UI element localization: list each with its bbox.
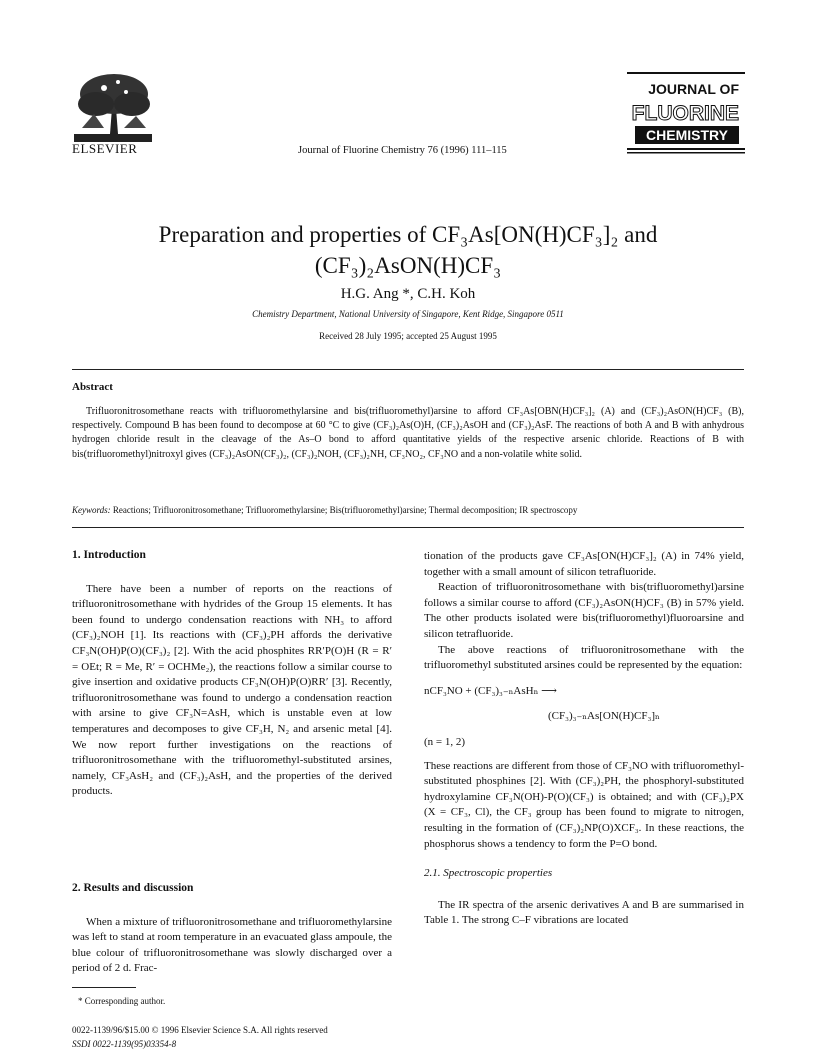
abstract-text: Trifluoronitrosomethane reacts with trifluoromethylarsine and bis(trifluoromethyl)arsine to afford CF₃As[OBN(H)CF₃]₂ (A) and (CF₃)₂AsON(H)CF₃ (B), respectively. Compound B has been found to decompose at 60 °C to give (CF₃)₂As(O)H, (CF₃)₂AsOH and (CF₃)₂AsF. The reactions of both A and B with anhydrous hydrogen chloride result in the cleavage of the As–O bond to afford quantitative yields of the respective arsenic chloride. Reactions of B with bis(trifluoromethyl)nitroxyl gives (CF₃)₂AsON(CF₃)₂, (CF₃)₂NOH, (CF₃)₂NH, CF₃NO₂, CF₃NO and a non-volatile white solid. [72,406,744,460]
divider [72,369,744,370]
divider [72,527,744,528]
ssdi-line: SSDI 0022-1139(95)03354-8 [72,1039,177,1049]
abstract-heading: Abstract [72,381,113,393]
elsevier-tree-logo [74,70,152,142]
received-dates: Received 28 July 1995; accepted 25 August 1995 [319,331,497,341]
article-title-line2: (CF₃)₂AsON(H)CF₃ [314,253,502,278]
journal-logo-line2: FLUORINE [631,102,739,125]
subsection-heading: 2.1. Spectroscopic properties [424,867,553,880]
journal-logo-line3: CHEMISTRY [646,127,728,143]
equation-left: nCF₃NO + (CF₃)₃₋ₙAsHₙ ⟶ [424,684,557,697]
keywords-list: Reactions; Trifluoronitrosomethane; Trifluoromethylarsine; Bis(trifluoromethyl)arsine; Thermal decomposition; IR spectroscopy [110,505,578,515]
paragraph: When a mixture of trifluoronitrosomethane and trifluoromethylarsine was left to stand at room temperature in an evacuated glass ampoule, the blue colour of trifluoronitrosomethane was slowly discharged over a period of 2 d. Frac- [72,915,392,975]
authors: H.G. Ang *, C.H. Koh [340,286,476,302]
keywords-label: Keywords: [72,505,111,515]
equation-condition: (n = 1, 2) [424,735,466,748]
paragraph: Reaction of trifluoronitrosomethane with bis(trifluoromethyl)arsine follows a similar course to afford (CF₃)₂AsON(H)CF₃ (B) in 57% yield. The other products isolated were bis(trifluoromethyl)fluoroarsine and silicon tetrafluoride. [424,581,744,640]
paragraph: The above reactions of trifluoronitrosomethane with the trifluoromethyl substituted arsines could be represented by the equation: [424,643,744,672]
footnote: * Corresponding author. [78,996,166,1006]
left-column-lower [72,881,392,977]
right-column [424,549,744,929]
affiliation: Chemistry Department, National University of Singapore, Kent Ridge, Singapore 0511 [252,309,564,319]
footnote-rule [72,987,136,988]
article-title [60,219,756,281]
keywords [72,505,744,515]
paragraph: There have been a number of reports on the reactions of trifluoronitrosomethane with hydrides of the Group 15 elements. It has been found to undergo condensation reactions with NH₃ to afford (CF₃)₂NOH [1]. Its reactions with (CF₃)₂PH affords the derivative CF₃N(OH)P(O)(CF₃)₂ [2]. With the acid phosphites RR′P(O)H (R = R′ = OEt; R = Me, R′ = OCHMe₂), the reactions follow a similar course to give insertion and oxidative products CF₃N(OH)P(O)RR′ [3]. Recently, trifluoronitrosomethane was found to undergo a condensation reaction with arsine to give CF₃N=AsH, which is unstable even at low temperatures and decomposes to give CF₃H, N₂ and arsenic metal [4]. We now report further investigations on the reactions of trifluoronitrosomethane with the trifluoromethyl-substituted arsines, namely, CF₃AsH₂ and (CF₃)₂AsH, and the properties of the derived products. [72,582,392,798]
paragraph: The IR spectra of the arsenic derivatives A and B are summarised in Table 1. The strong C–F vibrations are located [424,898,744,927]
article-title-line1: Preparation and properties of CF₃As[ON(H)CF₃]₂ and [158,222,658,247]
journal-logo [627,72,745,154]
copyright-line: 0022-1139/96/$15.00 © 1996 Elsevier Science S.A. All rights reserved [72,1025,328,1035]
journal-logo-line1: JOURNAL OF [648,81,739,97]
equation-right: (CF₃)₃₋ₙAs[ON(H)CF₃]ₙ [548,710,660,723]
paragraph: These reactions are different from those of CF₃NO with trifluoromethyl-substituted phosphines [2]. With (CF₃)₂PH, the phosphoryl-substituted hydroxylamine CF₃N(OH)-P(O)(CF₃) is obtained; and with (CF₃)₂PX (X = CF₃, Cl), the CF₃ group has been found to migrate to nitrogen, resulting in the formation of (CF₃)₂NP(O)XCF₃. In these reactions, the phosphorus shows a tendency to form the P=O bond. [424,759,744,850]
journal-citation: Journal of Fluorine Chemistry 76 (1996) 111–115 [298,145,507,156]
left-column [72,548,392,800]
section-heading-results: 2. Results and discussion [72,882,194,894]
section-heading-introduction: 1. Introduction [72,549,146,561]
publisher-name: ELSEVIER [72,141,138,156]
paragraph: tionation of the products gave CF₃As[ON(H)CF₃]₂ (A) in 74% yield, together with a small amount of silicon tetrafluoride. [424,550,744,578]
